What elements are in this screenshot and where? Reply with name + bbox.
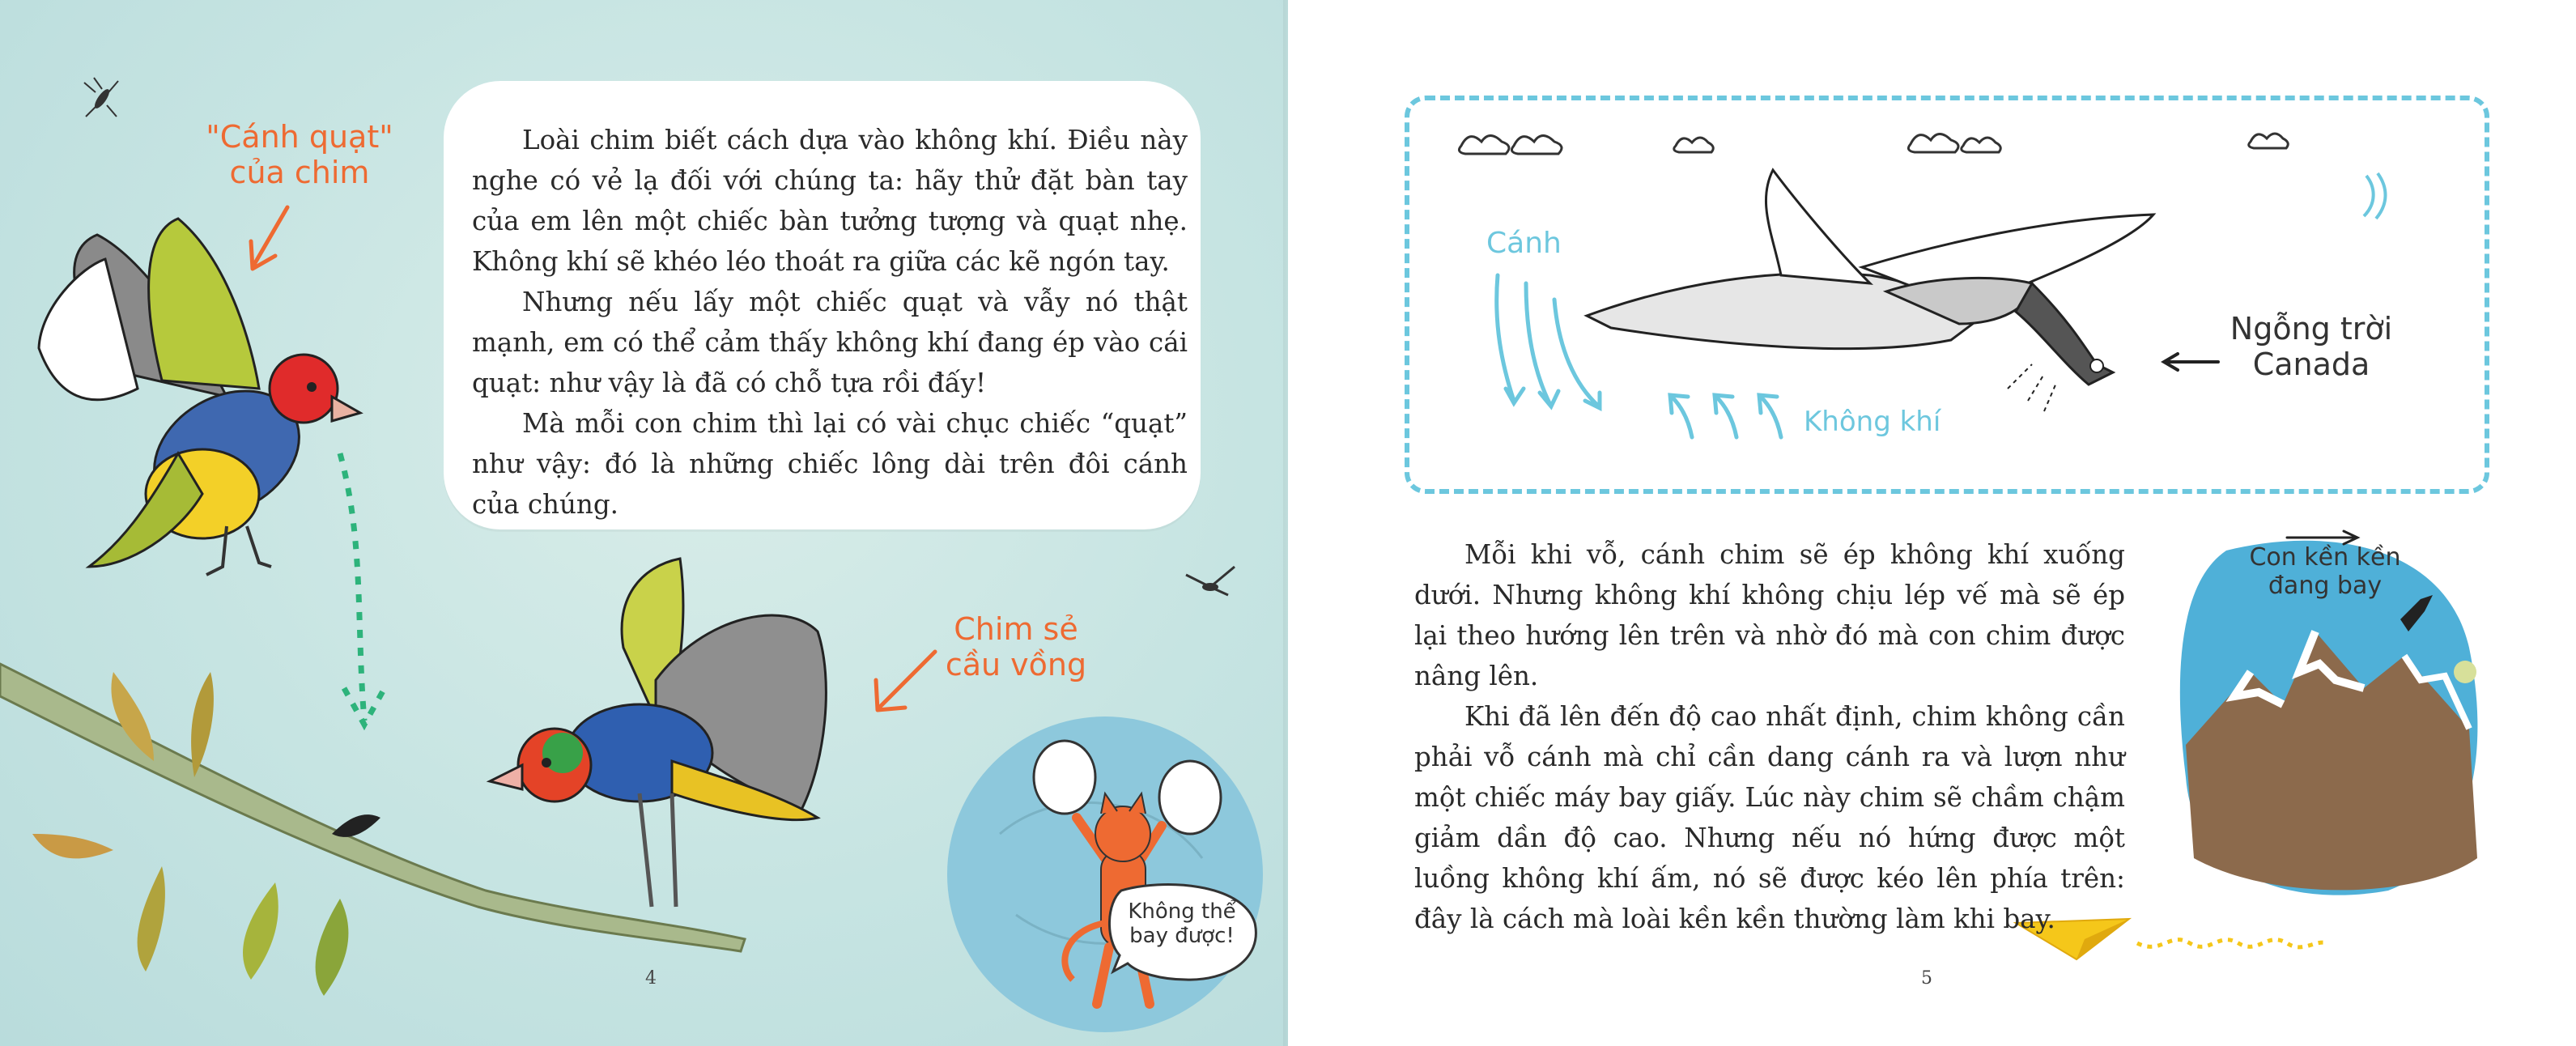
finch-caption: Chim sẻ cầu vồng xyxy=(945,611,1087,682)
perched-finch-illustration xyxy=(478,551,882,931)
left-page-number: 4 xyxy=(645,968,657,989)
condor-caption: Con kền kền đang bay xyxy=(2249,543,2401,600)
goose-label: Ngỗng trời Canada xyxy=(2230,311,2393,382)
wind-lines-icon xyxy=(2360,172,2392,220)
left-paragraph-1: Loài chim biết cách dựa vào không khí. Điều này nghe có vẻ lạ đối với chúng ta: hãy thử đặt bàn tay của em lên một chiếc bàn tưởng tượng và quạt nhẹ. Không khí sẽ khéo léo thoát ra giữa các kẽ ngón tay. xyxy=(472,125,1188,277)
left-paragraph-2: Nhưng nếu lấy một chiếc quạt và vẫy nó thật mạnh, em có thể cảm thấy không khí đang ép vào cái quạt: như vậy là đã có chỗ tựa rồi đấy! xyxy=(472,287,1188,398)
finch-caption-arrow-icon xyxy=(866,640,947,721)
moth-icon xyxy=(1178,559,1243,607)
upward-air-arrows-icon xyxy=(1668,381,1813,453)
goose-label-arrow-icon xyxy=(2157,350,2222,374)
right-paragraph-1: Mỗi khi vỗ, cánh chim sẽ ép không khí xuống dưới. Nhưng không khí không chịu lép vế mà sẽ ép lại theo hướng lên trên và nhờ đó mà con chim được nâng lên. xyxy=(1414,539,2125,691)
left-paragraph-3: Mà mỗi con chim thì lại có vài chục chiếc “quạt” như vậy: đó là những chiếc lông dài trên đôi cánh của chúng. xyxy=(472,408,1188,520)
right-paragraph-2: Khi đã lên đến độ cao nhất định, chim không cần phải vỗ cánh mà chỉ cần dang cánh ra và lượn như một chiếc máy bay giấy. Lúc này chim sẽ chầm chậm giảm dần độ cao. Nhưng nếu nó hứng được một luồng không khí ấm, nó sẽ được kéo lên phía trên: đây là cách mà loài kền kền thường làm khi bay. xyxy=(1414,701,2125,934)
flying-finch-illustration xyxy=(24,186,372,591)
cat-speech-text: Không thể bay được! xyxy=(1128,899,1236,948)
wing-label: Cánh xyxy=(1486,227,1562,260)
mosquito-icon xyxy=(78,74,126,123)
air-label: Không khí xyxy=(1804,406,1941,438)
downward-air-arrows-icon xyxy=(1490,267,1619,413)
left-body-text xyxy=(472,120,1188,525)
right-page-number: 5 xyxy=(1921,968,1932,989)
fan-caption: "Cánh quạt" của chim xyxy=(206,119,393,190)
cat-circle-illustration xyxy=(943,712,1267,1036)
right-body-text xyxy=(1414,534,2125,939)
condor-caption-arrow-icon xyxy=(2283,529,2364,546)
